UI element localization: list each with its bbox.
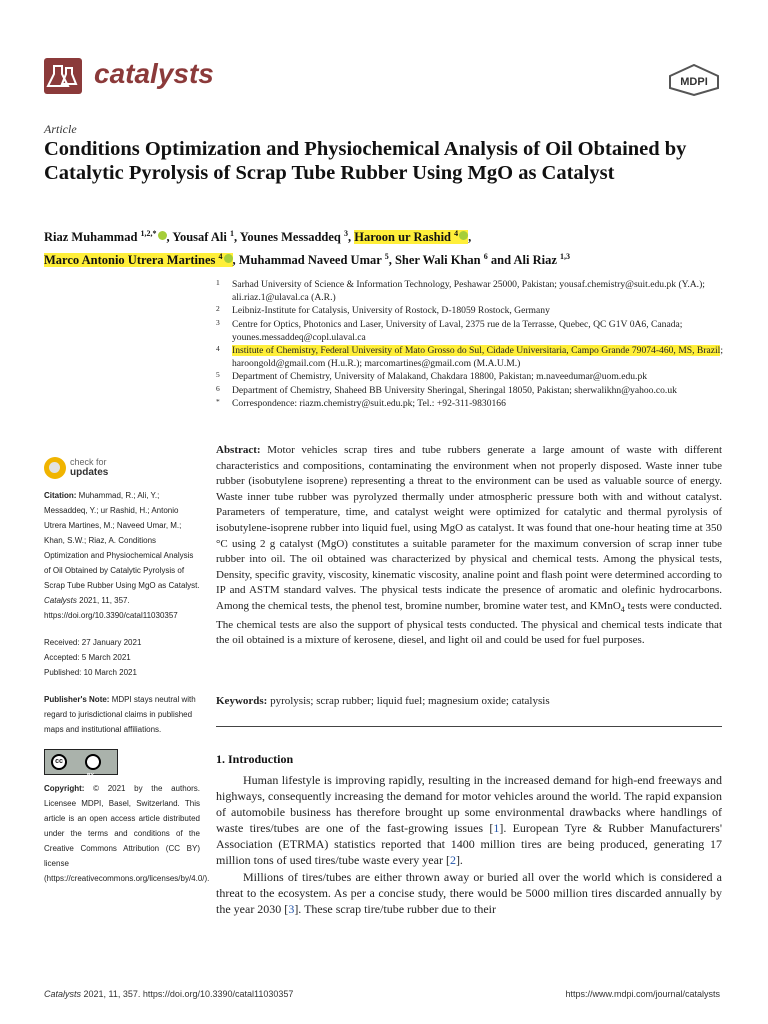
author-affiliation-marker: 5 [384, 252, 389, 262]
dates-block [44, 635, 200, 680]
section-heading-introduction: 1. Introduction [216, 752, 294, 766]
author-and: and [487, 253, 514, 268]
affiliation-number: 1 [216, 278, 220, 287]
author-name[interactable] [395, 253, 488, 267]
footer-journal: Catalysts [44, 989, 82, 999]
cc-by-license-icon[interactable] [44, 749, 118, 779]
author-affiliation-marker: 3 [343, 229, 348, 238]
author-name[interactable] [44, 253, 233, 267]
author-name-text: Haroon ur Rashid [354, 230, 455, 245]
affiliation-number: * [216, 396, 220, 406]
citation-block [44, 488, 200, 623]
author-name[interactable] [44, 230, 167, 244]
author-name[interactable] [354, 230, 468, 244]
author-name[interactable] [239, 253, 389, 267]
intro-p1-text-c: ]. [455, 853, 463, 868]
orcid-icon[interactable] [459, 231, 468, 240]
affiliation-number: 6 [216, 383, 220, 393]
footer-doi-link[interactable]: 2021, 11, 357. https://doi.org/10.3390/catal11030357 [83, 989, 294, 999]
intro-paragraph-2 [216, 869, 722, 917]
journal-logo-icon [44, 58, 82, 94]
affiliation-item [216, 370, 726, 383]
abstract [216, 443, 722, 649]
intro-p2-text-a: Millions of tires/tubes are either thrown away or buried all over the world which is considered a threat to the ecosystem. As per a concise study, there would be 5000 million tires discarded annually by the year 2030 [ [216, 869, 722, 916]
accepted-date: Accepted: 5 March 2021 [44, 653, 131, 662]
affiliation-list [216, 278, 726, 410]
affiliation-text: Department of Chemistry, Shaheed BB University Sheringal, Sheringal 18050, Pakistan; sherwalikhn@yahoo.co.uk [232, 384, 677, 396]
author-affiliation-marker: 1,2,* [140, 229, 157, 238]
affiliation-text: Sarhad University of Science & Information Technology, Peshawar 25000, Pakistan; yousaf.chemistry@suit.edu.pk (Y.A.); ali.riaz.1@ulaval.ca (A.R.) [232, 279, 705, 304]
affiliation-item [216, 384, 726, 397]
abstract-label: Abstract: [216, 444, 261, 456]
citation-link-3[interactable]: 3 [288, 901, 295, 916]
citation-label: Citation: [44, 491, 77, 500]
author-name-text: Marco Antonio Utrera Martines [44, 253, 219, 268]
author-affiliation-marker: 1 [229, 229, 234, 238]
intro-paragraph-1 [216, 772, 722, 869]
abstract-text-2: tests were conducted. The chemical tests are also the support of physical tests conducted. The physical and chemical tests indicate that the oil obtained is a mixture of kerosene, diesel, and light oil and could be used for fuel purposes. [216, 599, 722, 647]
citation-link-2[interactable]: 2 [449, 853, 456, 868]
affiliation-number: 5 [216, 370, 220, 380]
author-affiliation-marker: 4 [454, 229, 459, 238]
affiliation-number: 2 [216, 304, 220, 314]
keywords [216, 694, 722, 710]
by-person-icon [85, 754, 101, 770]
keywords-label: Keywords: [216, 695, 268, 707]
orcid-icon[interactable] [158, 231, 167, 240]
author-name-text: Riaz Muhammad [44, 230, 141, 245]
affiliation-text: Correspondence: riazm.chemistry@suit.edu.pk; Tel.: +92-311-9830166 [232, 397, 506, 409]
affiliation-text: ; haroongold@gmail.com (H.u.R.); marcomartines@gmail.com (M.A.U.M.) [232, 345, 723, 370]
affiliation-text: Leibniz-Institute for Catalysis, University of Rostock, D-18059 Rostock, Germany [232, 305, 550, 317]
citation-doi-link[interactable]: 2021, 11, 357. https://doi.org/10.3390/catal11030357 [44, 596, 178, 620]
publisher-note [44, 692, 200, 737]
affiliation-item [216, 344, 726, 370]
footer-citation [44, 989, 293, 999]
orcid-icon[interactable] [224, 254, 233, 263]
by-icon-label: BY [87, 773, 94, 779]
keywords-text: pyrolysis; scrap rubber; liquid fuel; magnesium oxide; catalysis [270, 695, 550, 707]
author-affiliation-marker: 6 [483, 252, 488, 262]
author-name[interactable] [172, 230, 234, 244]
introduction-body [216, 772, 722, 917]
section-divider [216, 726, 722, 727]
publisher-note-label: Publisher's Note: [44, 695, 110, 704]
intro-p1-text-a: Human lifestyle is improving rapidly, resulting in the increased demand for high-end freeways and highways, consequently increasing the demand for motor vehicles around the world. The rapid expansion of automobile business has therefore brought up some environmental drawbacks where handlings of waste tires/tubes are one of the fast-growing issues [ [216, 773, 722, 836]
publisher-note-text: MDPI stays neutral with regard to jurisdictional claims in published maps and institutional affiliations. [44, 695, 196, 734]
copyright-label: Copyright: [44, 784, 85, 793]
article-title: Conditions Optimization and Physiochemical Analysis of Oil Obtained by Catalytic Pyrolysis of Scrap Tube Rubber Using MgO as Catalyst [44, 138, 687, 184]
check-updates-line1: check for [70, 457, 107, 467]
author-name-text: Sher Wali Khan [394, 253, 484, 268]
author-name-text: Muhammad Naveed Umar [238, 253, 385, 268]
author-affiliation-marker: 4 [218, 252, 223, 262]
check-for-updates-button[interactable] [44, 455, 154, 485]
citation-journal: Catalysts [44, 596, 77, 605]
author-name-text: Yousaf Ali [172, 230, 230, 245]
intro-p2-text-b: ]. These scrap tire/tube rubber due to their [294, 901, 497, 916]
check-updates-icon [44, 457, 66, 479]
author-list: Riaz Muhammad $^{1,2,*}$ , Yousaf Ali $^1$, Younes Messaddeq $^3$, Haroon ur Rashid $^4$ , Marco Antonio Utrera Martines $^4$ , Muhammad Naveed Umar $^5$, Sher Wali Khan $^6$ and Ali Riaz $^{1,3}$ [44, 229, 571, 268]
affiliation-item [216, 397, 726, 410]
abstract-subscript: 4 [620, 605, 625, 615]
intro-p1-text-b: ]. European Tyre & Rubber Manufacturers' Association (ETRMA) statistics reported that 1400 million tires are being produced, generating 17 million tons of used tires/tube waste every year [ [216, 821, 722, 868]
mdpi-logo-icon[interactable] [668, 64, 720, 96]
published-date: Published: 10 March 2021 [44, 668, 137, 677]
footer-journal-url[interactable]: https://www.mdpi.com/journal/catalysts [565, 989, 720, 999]
mdpi-logo-text: MDPI [680, 76, 708, 88]
affiliation-text: Department of Chemistry, University of Malakand, Chakdara 18800, Pakistan; m.naveedumar@uom.edu.pk [232, 371, 648, 383]
article-type: Article [44, 122, 77, 136]
author-name-text: Younes Messaddeq [239, 230, 344, 245]
copyright-text: © 2021 by the authors. Licensee MDPI, Basel, Switzerland. This article is an open access article distributed under the terms and conditions of the Creative Commons Attribution (CC BY) license (https://creativecommons.org/licenses/by/4.0/). [44, 784, 210, 883]
sidebar [44, 488, 210, 898]
author-affiliation-marker: 1,3 [560, 252, 571, 262]
affiliation-item [216, 278, 726, 304]
copyright-block [44, 781, 210, 886]
affiliation-number: 3 [216, 317, 220, 327]
author-name[interactable] [513, 253, 570, 267]
cc-icon-label: cc [51, 754, 67, 770]
citation-link-1[interactable]: 1 [493, 821, 500, 836]
author-name-text: Ali Riaz [513, 253, 561, 268]
journal-name[interactable]: catalysts [94, 58, 214, 89]
abstract-text-1: Motor vehicles scrap tires and tube rubbers generate a large amount of waste with different characteristics and compositions, contaminating the environment when not properly disposed. Waste inner tube rubber (isobutylene isoprene) representing a threat to the environment can be used as valuable source of energy. Waste inner tube rubber was pyrolyzed thermally under atmospheric pressure both with and without catalyst. Parameters of temperature, time, and catalyst weight were optimized for catalytic and thermal pyrolysis of isobutylene-isoprene rubber into liquid fuel, using MgO as catalyst. It was found that one-hour heating time at 350 °C using 2 g catalyst (MgO) constitutes a suitable parameter for the maximum conversion of scrap inner tube rubber into oil. The oil obtained was characterized by physical and chemical tests. Among the physical tests, Density, specific gravity, viscosity, kinematic viscosity, analine point and flash point were determined according to IP and ASTM standard valves. The physical tests indicate the presence of aromatic and olefinic hydrocarbons. Among the chemical tests, the phenol test, bromine number, bromine water test, and KMnO [216, 444, 723, 612]
author-name[interactable] [240, 230, 348, 244]
affiliation-highlight: Institute of Chemistry, Federal University of Mato Grosso do Sul, Cidade Universitaria, Campo Grande 79074-460, MS, Brazil [232, 345, 721, 357]
affiliation-number: 4 [216, 344, 220, 354]
affiliation-text: Centre for Optics, Photonics and Laser, University of Laval, 2375 rue de la Terrasse, Quebec, QC G1V 0A6, Canada; younes.messaddeq@copl.ulaval.ca [232, 318, 683, 343]
affiliation-item [216, 318, 726, 344]
received-date: Received: 27 January 2021 [44, 638, 142, 647]
check-updates-line2: updates [70, 467, 109, 478]
citation-text: Muhammad, R.; Ali, Y.; Messaddeq, Y.; ur Rashid, H.; Antonio Utrera Martines, M.; Naveed Umar, M.; Khan, S.W.; Riaz, A. Conditions Optimization and Physiochemical Analysis of Oil Obtained by Catalytic Pyrolysis of Scrap Tube Rubber Using MgO as Catalyst. [44, 491, 200, 590]
affiliation-item [216, 304, 726, 317]
